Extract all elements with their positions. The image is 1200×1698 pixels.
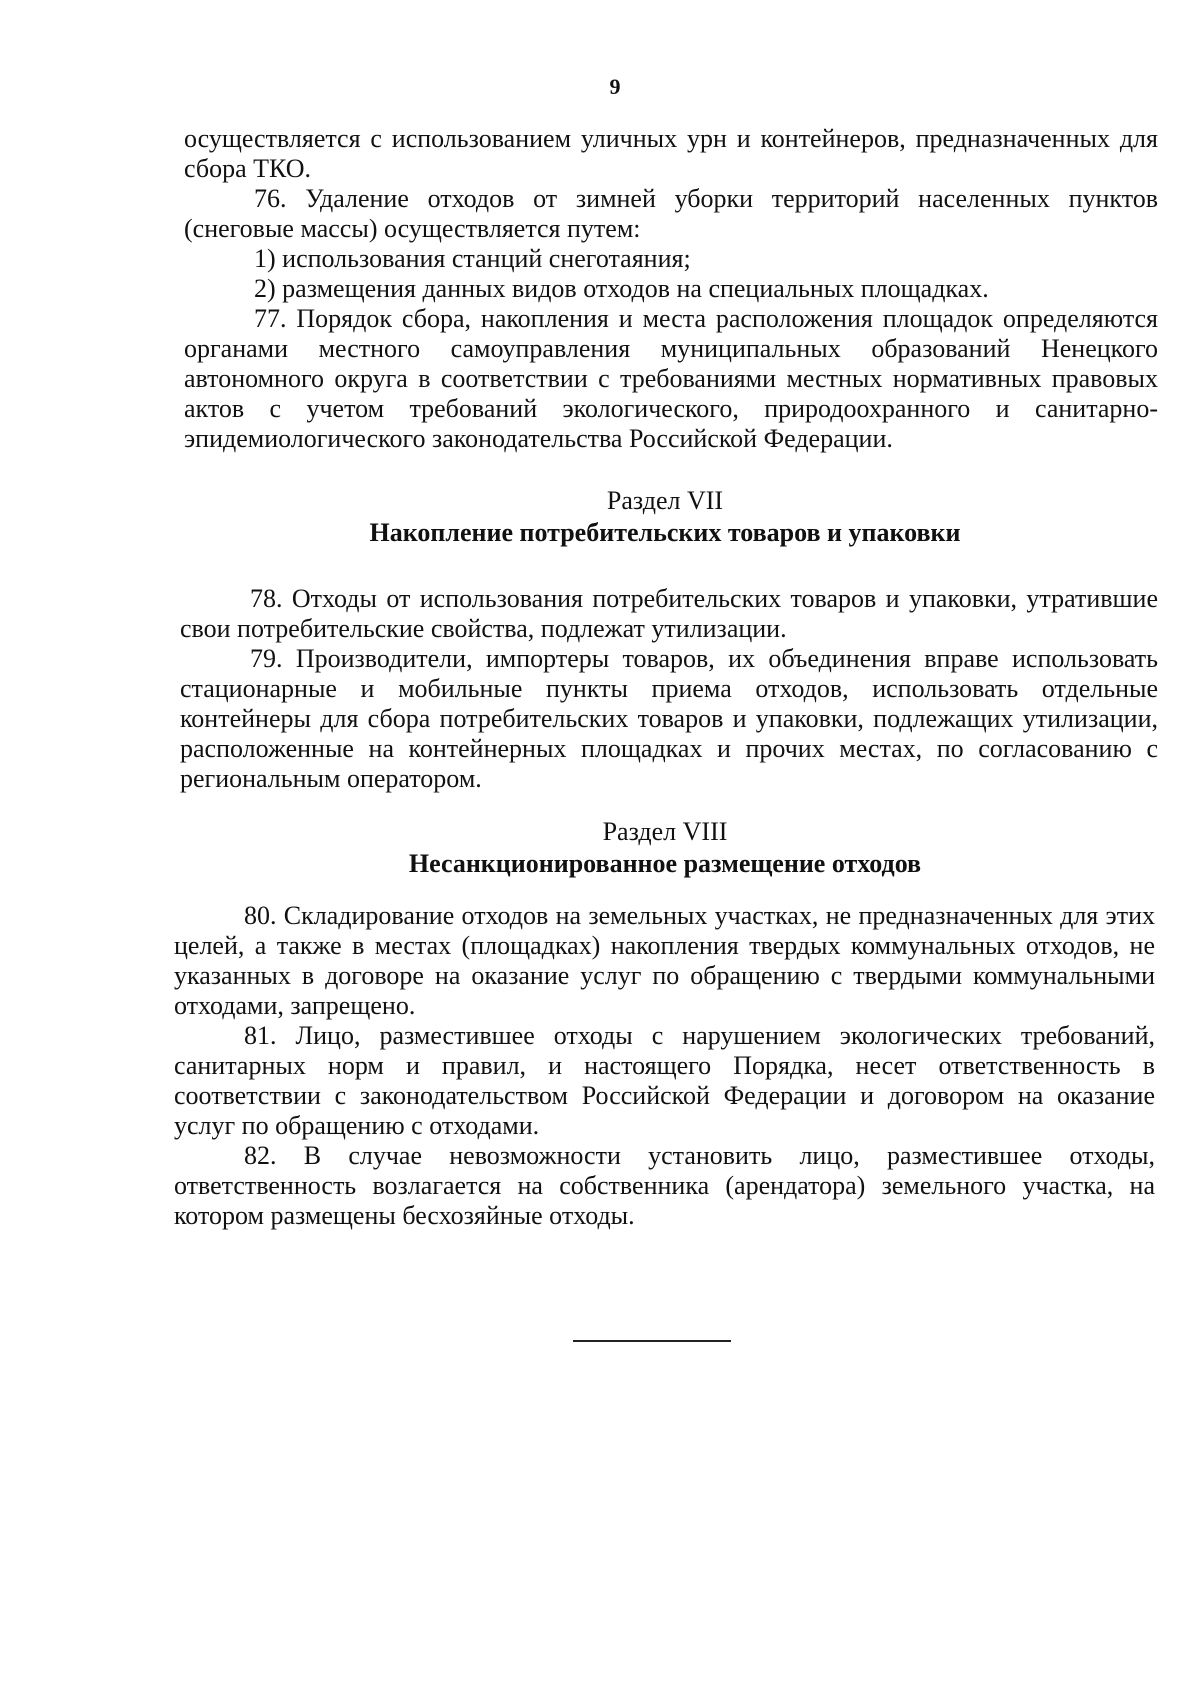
text-block-section-8 [174, 901, 1155, 1231]
paragraph-81: 81. Лицо, разместившее отходы с нарушением экологических требований, санитарных норм и правил, и настоящего Порядка, несет ответственность в соответствии с законодательством Российской Федерации и договором на оказание услуг по обращению с отходами. [174, 1021, 1155, 1140]
paragraph-80: 80. Складирование отходов на земельных участках, не предназначенных для этих целей, а также в местах (площадках) накопления твердых коммунальных отходов, не указанных в договоре на оказание услуг по обращению с твердыми коммунальными отходами, запрещено. [174, 901, 1155, 1020]
text-block-section-7 [180, 584, 1158, 794]
list-item-2: 2) размещения данных видов отходов на специальных площадках. [254, 274, 989, 303]
paragraph-79: 79. Производители, импортеры товаров, их объединения вправе использовать стационарные и мобильные пункты приема отходов, использовать отдельные контейнеры для сбора потребительских товаров и упаковки, подлежащих утилизации, расположенные на контейнерных площадках и прочих местах, по согласованию с региональным оператором. [180, 644, 1158, 793]
paragraph-78: 78. Отходы от использования потребительских товаров и упаковки, утратившие свои потребительские свойства, подлежат утилизации. [180, 584, 1158, 643]
page-number: 9 [609, 74, 621, 99]
section-number: Раздел VII [606, 486, 724, 515]
section-heading-8 [0, 816, 1200, 880]
section-heading-7 [0, 485, 1200, 549]
paragraph-76: 76. Удаление отходов от зимней уборки территорий населенных пунктов (снеговые массы) осуществляется путем: [184, 184, 1158, 243]
end-rule [573, 1340, 731, 1342]
section-title: Несанкционированное размещение отходов [408, 849, 922, 878]
list-item-1: 1) использования станций снеготаяния; [254, 244, 691, 273]
text-block-intro [184, 124, 1158, 454]
paragraph-77: 77. Порядок сбора, накопления и места расположения площадок определяются органами местного самоуправления муниципальных образований Ненецкого автономного округа в соответствии с требованиями местных нормативных правовых актов с учетом требований экологического, природоохранного и санитарно-эпидемиологического законодательства Российской Федерации. [184, 304, 1158, 453]
paragraph-82: 82. В случае невозможности установить лицо, разместившее отходы, ответственность возлагается на собственника (арендатора) земельного участка, на котором размещены бесхозяйные отходы. [174, 1141, 1155, 1230]
paragraph-continuation: осуществляется с использованием уличных урн и контейнеров, предназначенных для сбора ТКО. [184, 124, 1158, 183]
section-title: Накопление потребительских товаров и упаковки [369, 518, 961, 547]
section-number: Раздел VIII [602, 817, 728, 846]
